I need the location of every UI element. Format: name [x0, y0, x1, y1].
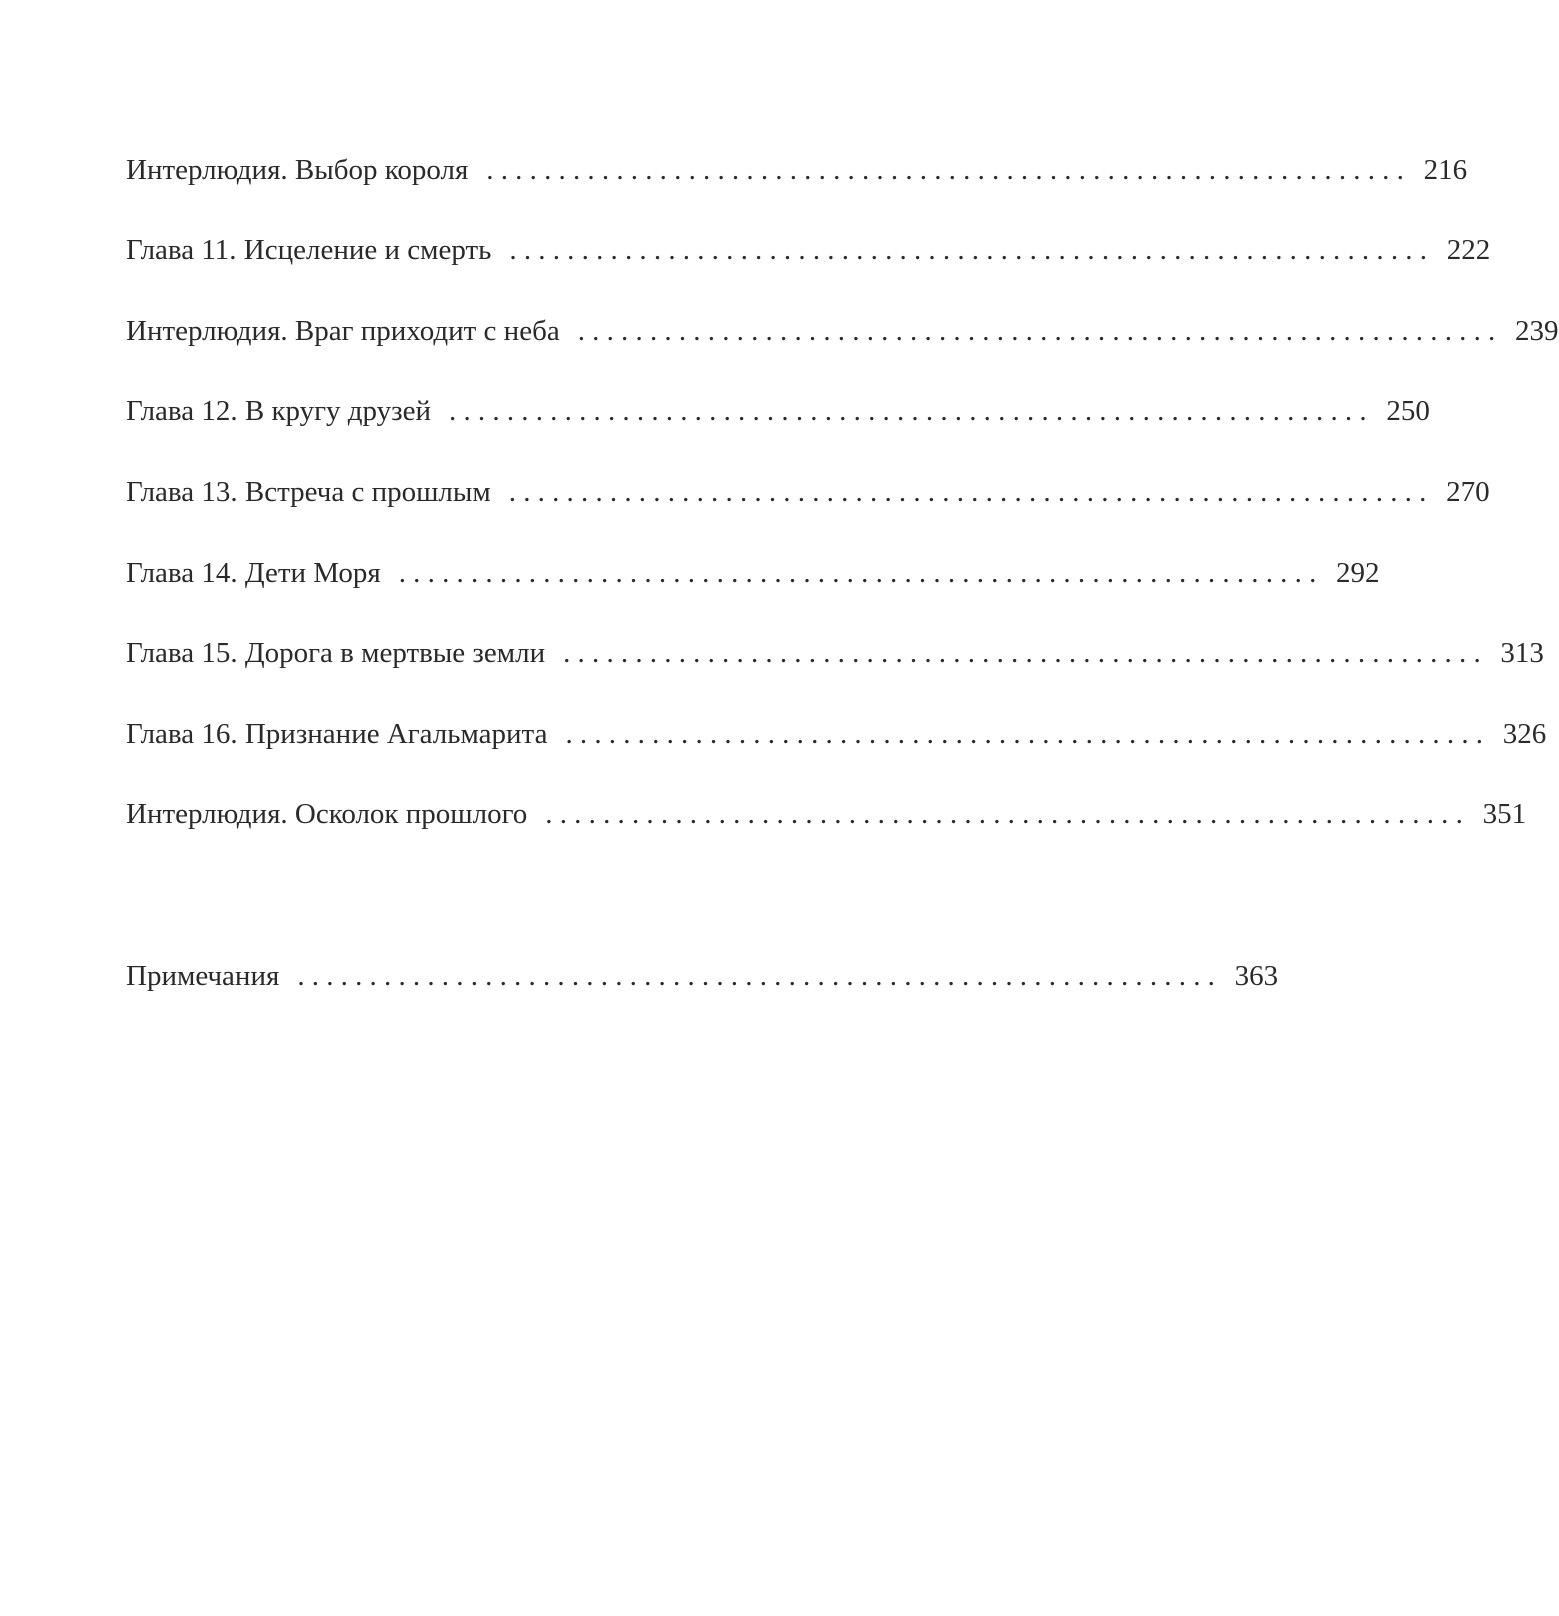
toc-leader-dots: ................................................................ — [509, 234, 1435, 266]
toc-entry-page: 239 — [1515, 315, 1559, 347]
toc-entry — [126, 472, 1490, 512]
toc-entry — [126, 794, 1527, 834]
toc-entry-title: Глава 11. Исцеление и смерть — [126, 234, 492, 266]
toc-entry-title: Глава 13. Встреча с прошлым — [126, 476, 491, 508]
toc-entry-page: 216 — [1423, 154, 1468, 186]
toc-leader-dots: ................................................................ — [486, 154, 1412, 186]
toc-entry-title: Примечания — [126, 960, 280, 992]
toc-entry — [126, 150, 1468, 190]
toc-leader-dots: ................................................................ — [297, 960, 1223, 992]
toc-entry-page: 270 — [1446, 476, 1490, 508]
toc-entry-notes — [126, 956, 1279, 996]
toc-entry-title: Интерлюдия. Осколок прошлого — [126, 798, 528, 830]
toc-entry-page: 222 — [1446, 234, 1491, 266]
toc-entry-title: Глава 12. В кругу друзей — [126, 395, 432, 427]
toc-entry-page: 292 — [1336, 557, 1380, 589]
toc-entry — [126, 391, 1430, 431]
toc-leader-dots: ................................................................ — [508, 476, 1434, 508]
toc-entry-page: 326 — [1502, 718, 1547, 750]
toc-entry — [126, 553, 1380, 593]
toc-entry-title: Интерлюдия. Враг приходит с неба — [126, 315, 560, 347]
toc-entry-page: 313 — [1500, 637, 1544, 669]
toc-leader-dots: ................................................................ — [565, 718, 1491, 750]
toc-entry — [126, 633, 1544, 673]
toc-leader-dots: ................................................................ — [449, 395, 1374, 427]
toc-leader-dots: ................................................................ — [563, 637, 1488, 669]
toc-entry-title: Глава 15. Дорога в мертвые земли — [126, 637, 546, 669]
toc-entry-title: Интерлюдия. Выбор короля — [126, 154, 469, 186]
toc-entry-page: 351 — [1482, 798, 1527, 830]
toc-leader-dots: ................................................................ — [577, 315, 1503, 347]
toc-entry-title: Глава 14. Дети Моря — [126, 557, 381, 589]
toc-entry-title: Глава 16. Признание Агальмарита — [126, 718, 548, 750]
toc-leader-dots: ................................................................ — [545, 798, 1471, 830]
toc-entry-page: 250 — [1386, 395, 1430, 427]
toc-entry — [126, 230, 1491, 270]
toc-leader-dots: ................................................................ — [398, 557, 1324, 589]
toc-entry-page: 363 — [1234, 960, 1279, 992]
toc-entry — [126, 311, 1559, 351]
toc-entry — [126, 714, 1547, 754]
